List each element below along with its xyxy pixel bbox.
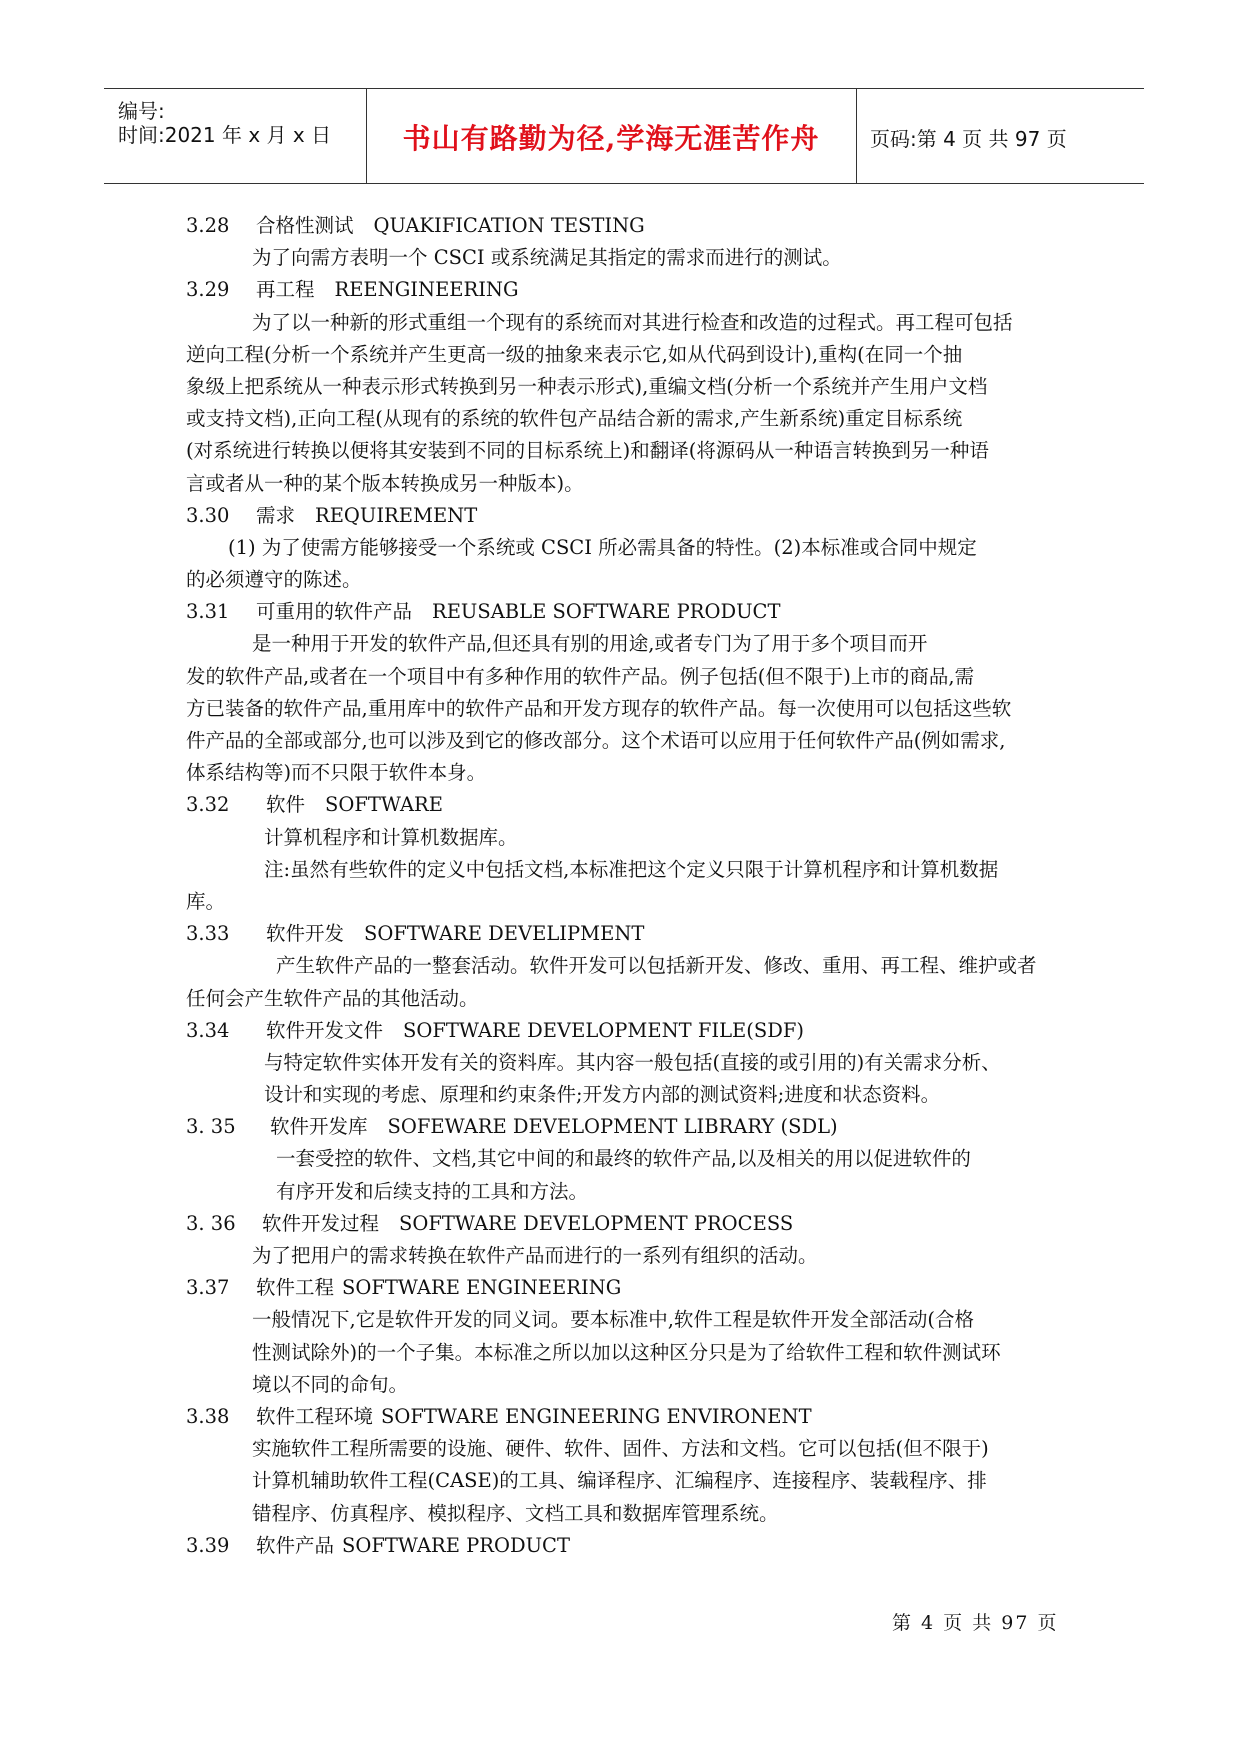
paragraph-line: 为了把用户的需求转换在软件产品而进行的一系列有组织的活动。 — [252, 1244, 818, 1267]
section-number: 3. 36 — [186, 1211, 236, 1235]
paragraph-line: 实施软件工程所需要的设施、硬件、软件、固件、方法和文档。它可以包括(但不限于) — [252, 1437, 989, 1461]
paragraph-line: 任何会产生软件产品的其他活动。 — [186, 986, 479, 1010]
paragraph-line: 或支持文档),正向工程(从现有的系统的软件包产品结合新的需求,产生新系统)重定目标系统 — [186, 407, 963, 431]
section-number: 3.29 — [186, 278, 230, 302]
header-motto-cell — [366, 89, 857, 183]
paragraph-line: 件产品的全部或部分,也可以涉及到它的修改部分。这个术语可以应用于任何软件产品(例如需求, — [186, 729, 1006, 752]
section-title — [186, 274, 1136, 306]
paragraph-line: 象级上把系统从一种表示形式转换到另一种表示形式),重编文档(分析一个系统并产生用户文档 — [186, 374, 988, 398]
paragraph-line: 方已装备的软件产品,重用库中的软件产品和开发方现存的软件产品。每一次使用可以包括这些软 — [186, 696, 1012, 720]
section-title-en: SOFEWARE DEVELOPMENT LIBRARY (SDL) — [387, 1115, 838, 1139]
section-title-en: SOFTWARE DEVELOPMENT PROCESS — [399, 1211, 794, 1235]
paragraph-line: 有序开发和后续支持的工具和方法。 — [276, 1179, 589, 1203]
paragraph-line: 的必须遵守的陈述。 — [186, 568, 362, 592]
header-motto: 书山有路勤为径,学海无涯苦作舟 — [402, 122, 820, 155]
section-title-en: SOFTWARE DEVELIPMENT — [364, 922, 645, 946]
section-number: 3.38 — [186, 1404, 230, 1428]
paragraph-line: 是一种用于开发的软件产品,但还具有别的用途,或者专门为了用于多个项目而开 — [252, 632, 928, 656]
paragraph-line: 错程序、仿真程序、模拟程序、文档工具和数据库管理系统。 — [252, 1501, 779, 1525]
paragraph-line: (对系统进行转换以便将其安装到不同的目标系统上)和翻译(将源码从一种语言转换到另一种语 — [186, 439, 989, 463]
section-title — [186, 918, 1136, 950]
section-number: 3.37 — [186, 1276, 230, 1300]
paragraph-line: 一般情况下,它是软件开发的同义词。要本标准中,软件工程是软件开发全部活动(合格 — [252, 1308, 975, 1332]
section-title-cn: 合格性测试 — [256, 214, 354, 237]
section-title — [186, 1530, 1136, 1562]
paragraph-line: 计算机辅助软件工程(CASE)的工具、编译程序、汇编程序、连接程序、装载程序、排 — [252, 1469, 987, 1493]
section-title-en: SOFTWARE — [325, 793, 443, 817]
section-number: 3.33 — [186, 922, 230, 946]
section-title-en: SOFTWARE ENGINEERING — [342, 1276, 622, 1300]
section-title-cn: 软件开发过程 — [262, 1211, 380, 1235]
section-title-cn: 需求 — [256, 503, 296, 527]
section-title — [186, 1208, 1136, 1240]
paragraph-line: 注:虽然有些软件的定义中包括文档,本标准把这个定义只限于计算机程序和计算机数据 — [264, 857, 999, 881]
section-title-en: SOFTWARE PRODUCT — [342, 1533, 570, 1557]
section-title-en: REUSABLE SOFTWARE PRODUCT — [432, 600, 781, 624]
document-number-label: 编号: — [118, 99, 165, 123]
section-number: 3.34 — [186, 1018, 230, 1042]
section-title — [186, 1111, 1136, 1143]
section-title-cn: 软件 — [266, 793, 306, 817]
section-number: 3.28 — [186, 214, 230, 237]
paragraph-line: 产生软件产品的一整套活动。软件开发可以包括新开发、修改、重用、再工程、维护或者 — [276, 954, 1037, 978]
paragraph-line: 逆向工程(分析一个系统并产生更高一级的抽象来表示它,如从代码到设计),重构(在同一个抽 — [186, 342, 963, 366]
paragraph-line: (1) 为了使需方能够接受一个系统或 CSCI 所必需具备的特性。(2)本标准或合同中规定 — [228, 535, 977, 559]
paragraph-line: 为了以一种新的形式重组一个现有的系统而对其进行检查和改造的过程式。再工程可包括 — [252, 310, 1013, 334]
paragraph-line: 与特定软件实体开发有关的资料库。其内容一般包括(直接的或引用的)有关需求分析、 — [264, 1050, 1001, 1074]
paragraph-line: 设计和实现的考虑、原理和约束条件;开发方内部的测试资料;进度和状态资料。 — [264, 1083, 941, 1107]
section-title-cn: 软件产品 — [256, 1533, 335, 1557]
section-title — [186, 1272, 1136, 1304]
paragraph-line: 一套受控的软件、文档,其它中间的和最终的软件产品,以及相关的用以促进软件的 — [276, 1147, 971, 1171]
document-body — [186, 210, 1136, 1562]
section-title — [186, 789, 1136, 821]
section-number: 3.39 — [186, 1533, 230, 1557]
paragraph-line: 性测试除外)的一个子集。本标准之所以加以这种区分只是为了给软件工程和软件测试环 — [252, 1340, 1001, 1364]
paragraph-line: 计算机程序和计算机数据库。 — [264, 825, 518, 849]
section-number: 3.32 — [186, 793, 230, 817]
document-time-label: 时间:2021 年 x 月 x 日 — [118, 123, 332, 147]
section-number: 3.31 — [186, 600, 230, 624]
section-title-cn: 软件开发库 — [270, 1115, 368, 1139]
paragraph-line: 言或者从一种的某个版本转换成另一种版本)。 — [186, 471, 584, 495]
paragraph-line: 库。 — [186, 889, 226, 913]
section-title — [186, 596, 1136, 628]
section-title — [186, 1401, 1136, 1433]
section-title-en: SOFTWARE ENGINEERING ENVIRONENT — [381, 1404, 812, 1428]
header-page-number: 页码:第 4 页 共 97 页 — [870, 127, 1067, 151]
section-title-en: QUAKIFICATION TESTING — [373, 214, 645, 237]
section-title-en: SOFTWARE DEVELOPMENT FILE(SDF) — [403, 1018, 805, 1042]
section-title-cn: 软件工程 — [256, 1276, 335, 1300]
section-title — [186, 210, 1136, 242]
section-title — [186, 1015, 1136, 1047]
section-title-cn: 再工程 — [256, 278, 315, 302]
page-footer-number: 第 4 页 共 97 页 — [892, 1612, 1059, 1634]
section-title-cn: 软件工程环境 — [256, 1404, 374, 1428]
section-number: 3.30 — [186, 503, 230, 527]
page-header — [104, 88, 1144, 184]
header-page-cell — [856, 89, 1144, 183]
paragraph-line: 境以不同的命旬。 — [252, 1372, 409, 1396]
paragraph-line: 发的软件产品,或者在一个项目中有多种作用的软件产品。例子包括(但不限于)上市的商品,需 — [186, 664, 975, 688]
section-number: 3. 35 — [186, 1115, 236, 1139]
section-title-en: REQUIREMENT — [315, 503, 478, 527]
section-title-cn: 软件开发 — [266, 922, 345, 946]
section-title-cn: 软件开发文件 — [266, 1018, 384, 1042]
paragraph-line: 为了向需方表明一个 CSCI 或系统满足其指定的需求而进行的测试。 — [252, 246, 842, 270]
section-title-cn: 可重用的软件产品 — [256, 600, 413, 624]
header-meta-cell — [104, 89, 367, 183]
section-title — [186, 500, 1136, 532]
paragraph-line: 体系结构等)而不只限于软件本身。 — [186, 761, 487, 785]
section-title-en: REENGINEERING — [334, 278, 519, 302]
